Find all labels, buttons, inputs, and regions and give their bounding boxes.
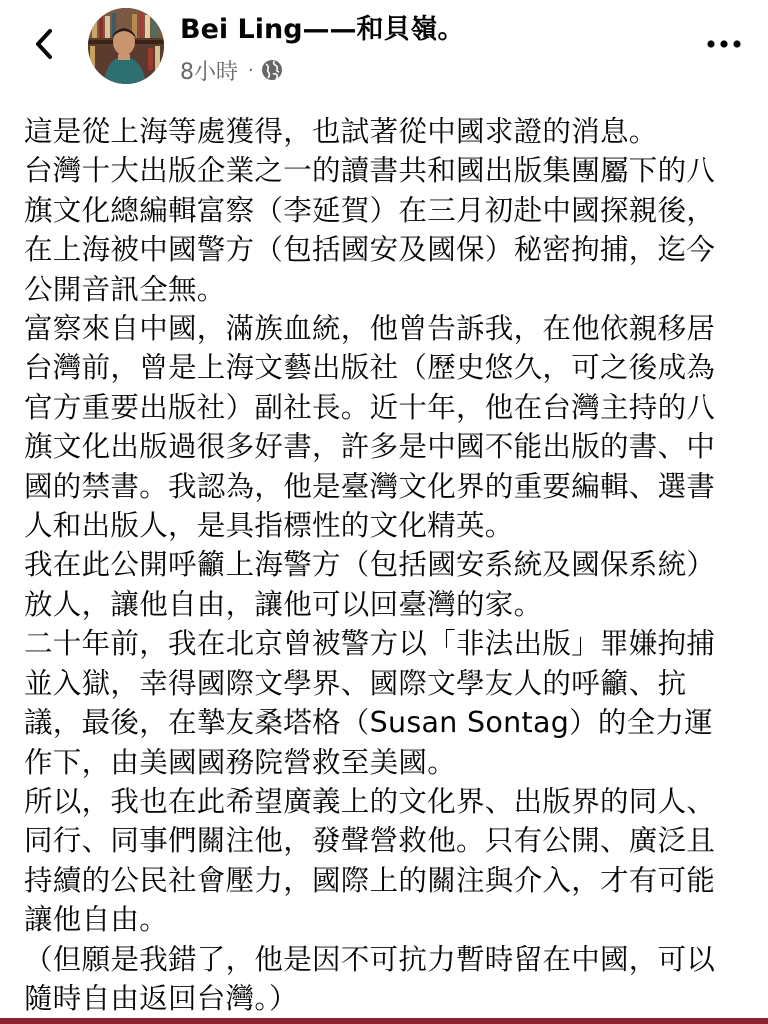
post-paragraph: 所以，我也在此希望廣義上的文化界、出版界的同人、同行、同事們關注他，發聲營救他。只有公開、廣泛且持續的公民社會壓力，國際上的關注與介入，才有可能讓他自由。 [24, 784, 716, 937]
author-name[interactable]: Bei Ling——和貝嶺。 [180, 14, 465, 45]
post-paragraph: （但願是我錯了，他是因不可抗力暫時留在中國，可以隨時自由返回台灣。） [24, 942, 716, 1015]
meta-separator: · [248, 59, 254, 81]
avatar[interactable] [88, 8, 164, 84]
globe-icon[interactable] [260, 58, 284, 82]
post-text [24, 112, 736, 1018]
post-paragraph: 二十年前，我在北京曾被警方以「非法出版」罪嫌拘捕並入獄，幸得國際文學界、國際文學友人的呼籲、抗議，最後，在摯友桑塔格（Susan Sontag）的全力運作下，由美國國務院營救至美國。 [24, 627, 716, 779]
post-timestamp[interactable]: 8小時 [180, 59, 238, 85]
next-post-edge [0, 1018, 768, 1024]
back-button[interactable] [22, 22, 66, 66]
post-header [0, 0, 768, 100]
post-paragraph: 我在此公開呼籲上海警方（包括國安系統及國保系統）放人，讓他自由，讓他可以回臺灣的家。 [24, 548, 716, 621]
post-paragraph: 台灣十大出版企業之一的讀書共和國出版集團屬下的八旗文化總編輯富察（李延賀）在三月初赴中國探親後，在上海被中國警方（包括國安及國保）秘密拘捕，迄今公開音訊全無。 [24, 154, 716, 306]
more-horizontal-icon [706, 39, 742, 49]
avatar-image [88, 8, 164, 84]
post-paragraph: 富察來自中國，滿族血統，他曾告訴我，在他依親移居台灣前，曾是上海文藝出版社（歷史悠久，可之後成為官方重要出版社）副社長。近十年，他在台灣主持的八旗文化出版過很多好書，許多是中國不能出版的書、中國的禁書。我認為，他是臺灣文化界的重要編輯、選書人和出版人，是具指標性的文化精英。 [24, 312, 716, 543]
chevron-left-icon [31, 27, 57, 61]
more-options-button[interactable] [700, 26, 748, 62]
post-paragraph: 這是從上海等處獲得，也試著從中國求證的消息。 [24, 115, 658, 148]
post-meta [180, 54, 284, 86]
